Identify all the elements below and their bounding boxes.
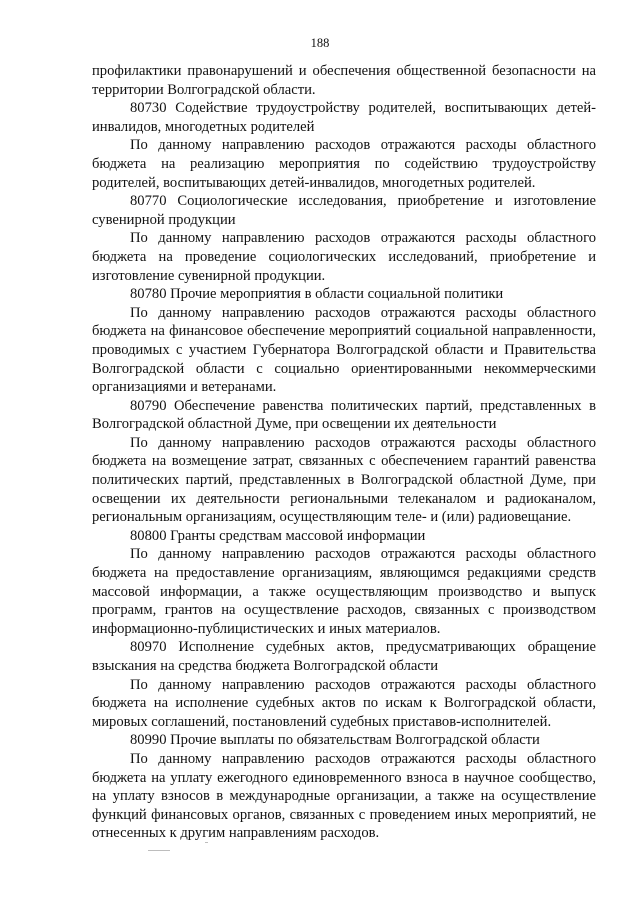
paragraph: 80800 Гранты средствам массовой информации — [130, 527, 426, 544]
paragraph: 80990 Прочие выплаты по обязательствам Волгоградской области — [130, 732, 540, 749]
paragraph-continuation: профилактики правонарушений и обеспечения общественной безопасности на территории Волгоградской области. — [92, 63, 596, 98]
paragraph: По данному направлению расходов отражаются расходы областного бюджета на реализацию мероприятия по содействию трудоустройству родителей, воспитывающих детей-инвалидов, многодетных родителей. — [92, 137, 596, 191]
paragraph: 80780 Прочие мероприятия в области социальной политики — [130, 286, 504, 303]
paragraph: По данному направлению расходов отражаются расходы областного бюджета на предоставление организациям, являющимся редакциями средств массовой информации, а также осуществляющим производство и выпуск программ, грантов на осуществление расходов, связанных с производством информационно-публицистических и иных материалов. — [92, 546, 596, 637]
paragraph: По данному направлению расходов отражаются расходы областного бюджета на проведение социологических исследований, приобретение и изготовление сувенирной продукции. — [92, 230, 596, 284]
scan-artifact — [148, 850, 170, 851]
paragraph: 80770 Социологические исследования, приобретение и изготовление сувенирной продукции — [92, 193, 596, 228]
paragraph: 80970 Исполнение судебных актов, предусматривающих обращение взыскания на средства бюджета Волгоградской области — [92, 639, 596, 674]
document-body — [92, 62, 596, 843]
paragraph: По данному направлению расходов отражаются расходы областного бюджета на возмещение затрат, связанных с обеспечением гарантий равенства политических партий, представленных в Волгоградской областной Думе, при освещении их деятельности региональными телеканалом и радиоканалом, региональным организациям, осуществляющим теле- и (или) радиовещание. — [92, 434, 596, 526]
paragraph: По данному направлению расходов отражаются расходы областного бюджета на финансовое обеспечение мероприятий социальной направленности, проводимых с участием Губернатора Волгоградской области и Правительства Волгоградской области с социально ориентированными некоммерческими организациями и ветеранами. — [92, 304, 596, 396]
paragraph: 80730 Содействие трудоустройству родителей, воспитывающих детей-инвалидов, многодетных родителей — [92, 100, 596, 135]
scan-artifact — [205, 842, 208, 843]
paragraph: 80790 Обеспечение равенства политических партий, представленных в Волгоградской областной Думе, при освещении их деятельности — [92, 397, 596, 433]
paragraph: По данному направлению расходов отражаются расходы областного бюджета на исполнение судебных актов по искам к Волгоградской области, мировых соглашений, постановлений судебных приставов-исполнителей. — [92, 676, 596, 730]
page-number: 188 — [310, 36, 330, 50]
paragraph: По данному направлению расходов отражаются расходы областного бюджета на уплату ежегодного единовременного взноса в научное сообщество, на уплату взносов в международные организации, а также на осуществление функций финансовых органов, связанных с проведением иных мероприятий, не отнесенных к другим направлениям расходов. — [92, 750, 596, 842]
